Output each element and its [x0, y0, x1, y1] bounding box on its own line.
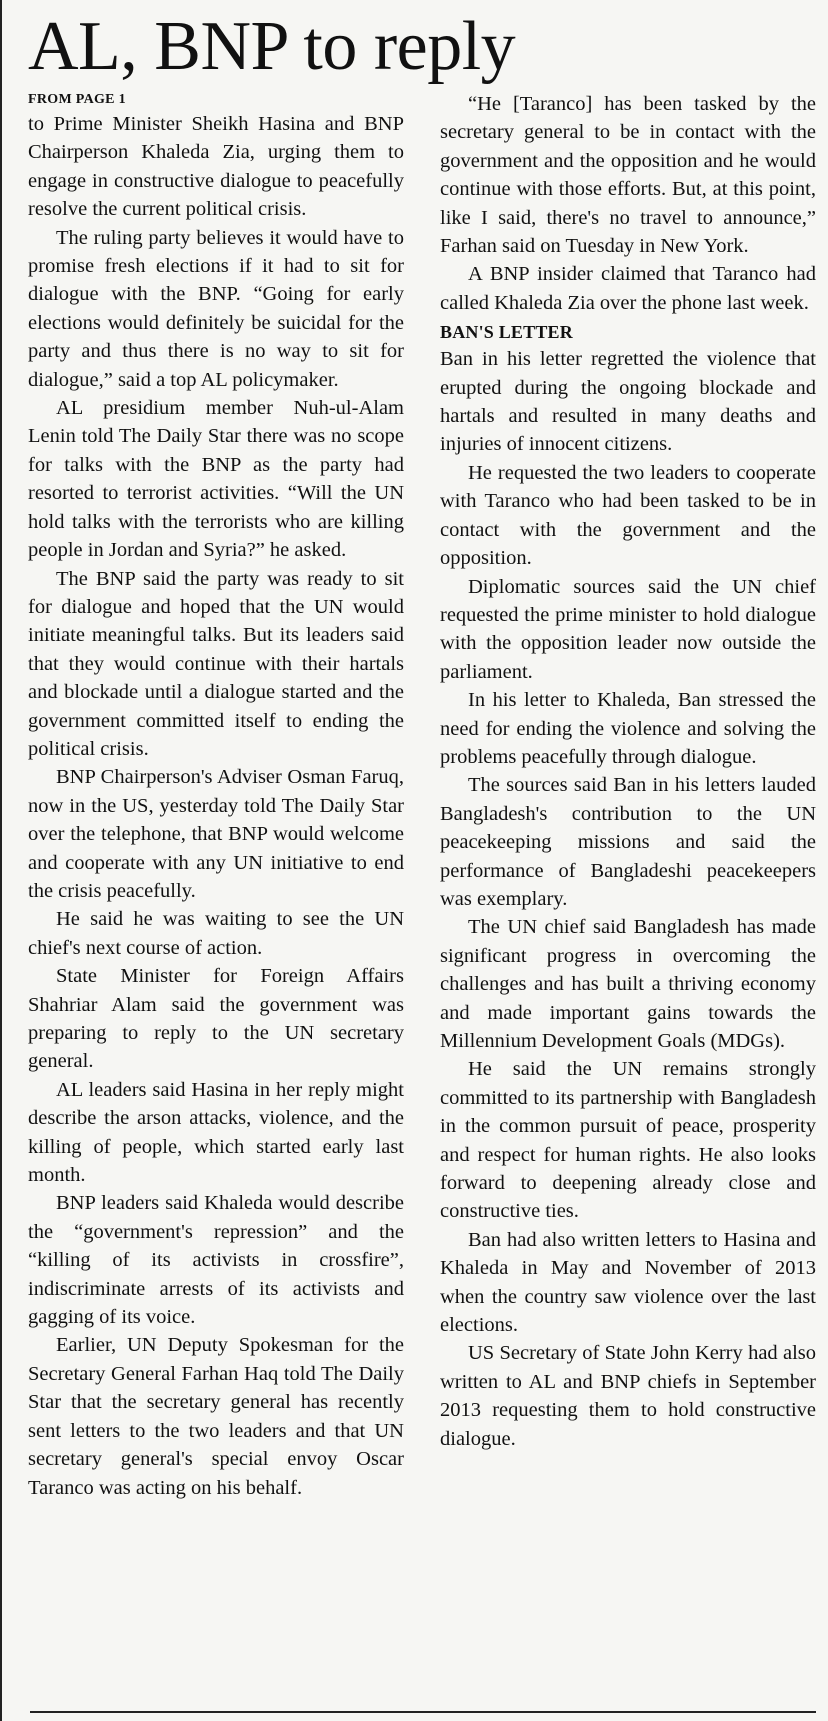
paragraph: He said he was waiting to see the UN chief's next course of action. [28, 908, 404, 959]
paragraph: State Minister for Foreign Affairs Shahriar Alam said the government was preparing to reply to the UN secretary general. [28, 965, 404, 1073]
paragraph: He requested the two leaders to cooperate with Taranco who had been tasked to be in contact with the government and the opposition. [440, 461, 816, 570]
headline: AL, BNP to reply [28, 8, 516, 85]
paragraph: The ruling party believes it would have to promise fresh elections if it had to sit for dialogue with the BNP. “Going for early elections would definitely be suicidal for the party and thus there is no way to sit for dialogue,” said a top AL policymaker. [28, 226, 404, 391]
paragraph: The BNP said the party was ready to sit for dialogue and hoped that the UN would initiate meaningful talks. But its leaders said that they would continue with their hartals and blockade until a dialogue started and the government committed itself to ending the political crisis. [28, 567, 404, 760]
paragraph: AL presidium member Nuh-ul-Alam Lenin told The Daily Star there was no scope for talks with the BNP as the party had resorted to terrorist activities. “Will the UN hold talks with the terrorists who are killing people in Jordan and Syria?” he asked. [28, 397, 404, 562]
paragraph: BNP Chairperson's Adviser Osman Faruq, now in the US, yesterday told The Daily Star over the telephone, that BNP would welcome and cooperate with any UN initiative to end the crisis peacefully. [28, 766, 404, 902]
paragraph: A BNP insider claimed that Taranco had called Khaleda Zia over the phone last week. [440, 263, 816, 314]
paragraph: Earlier, UN Deputy Spokesman for the Secretary General Farhan Haq told The Daily Star that the secretary general has recently sent letters to the two leaders and that UN secretary general's special envoy Oscar Taranco was acting on his behalf. [28, 1334, 404, 1499]
paragraph: Ban had also written letters to Hasina and Khaleda in May and November of 2013 when the country saw violence over the last elections. [440, 1228, 816, 1337]
paragraph: Ban in his letter regretted the violence that erupted during the ongoing blockade and hartals and resulted in many deaths and injuries of innocent citizens. [440, 348, 816, 456]
paragraph: In his letter to Khaleda, Ban stressed the need for ending the violence and solving the problems peacefully through dialogue. [440, 689, 816, 768]
paragraph: He said the UN remains strongly committed to its partnership with Bangladesh in the common pursuit of peace, prosperity and respect for human rights. He also looks forward to deepening already close and constructive ties. [440, 1058, 816, 1223]
left-column [28, 90, 404, 1502]
paragraph: BNP leaders said Khaleda would describe the “government's repression” and the “killing of its activists in crossfire”, indiscriminate arrests of its activists and gagging of its voice. [28, 1192, 404, 1329]
paragraph: “He [Taranco] has been tasked by the secretary general to be in contact with the government and the opposition and he would continue with those efforts. But, at this point, like I said, there's no travel to announce,” Farhan said on Tuesday in New York. [440, 93, 816, 258]
paragraph: The UN chief said Bangladesh has made significant progress in overcoming the challenges and has built a thriving economy and made important gains towards the Millennium Development Goals (MDGs). [440, 916, 816, 1052]
paragraph: to Prime Minister Sheikh Hasina and BNP Chairperson Khaleda Zia, urging them to engage in constructive dialogue to peacefully resolve the current political crisis. [28, 113, 404, 221]
right-column [440, 90, 816, 1502]
article-columns [28, 90, 816, 1502]
paragraph: US Secretary of State John Kerry had also written to AL and BNP chiefs in September 2013 requesting them to hold constructive dialogue. [440, 1342, 816, 1450]
bottom-rule [30, 1711, 816, 1713]
paragraph: AL leaders said Hasina in her reply might describe the arson attacks, violence, and the killing of people, which started early last month. [28, 1078, 404, 1187]
paragraph: The sources said Ban in his letters lauded Bangladesh's contribution to the UN peacekeeping missions and said the performance of Bangladeshi peacekeepers was exemplary. [440, 774, 816, 910]
section-subhead: BAN'S LETTER [440, 322, 573, 343]
paragraph: Diplomatic sources said the UN chief requested the prime minister to hold dialogue with the opposition leader now outside the parliament. [440, 575, 816, 683]
continued-from-label: FROM PAGE 1 [28, 92, 126, 107]
